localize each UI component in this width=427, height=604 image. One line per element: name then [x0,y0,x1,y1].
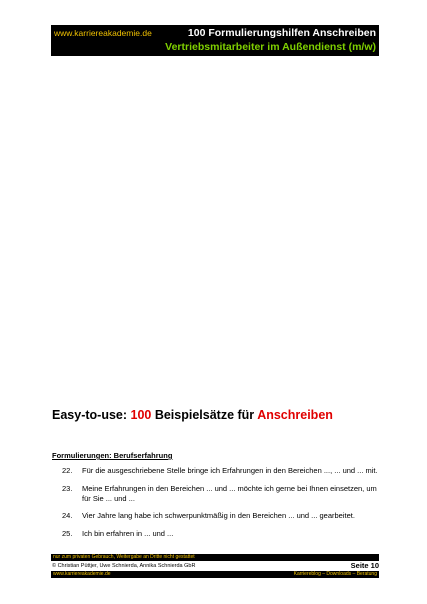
header-website-link[interactable]: www.karriereakademie.de [54,28,152,38]
footer-website-link[interactable]: www.karriereakademie.de [53,571,111,577]
header-title: 100 Formulierungshilfen Anschreiben [187,27,376,39]
page-number: Seite 10 [350,561,379,570]
headline-number: 100 [130,408,152,422]
item-text: Für die ausgeschriebene Stelle bringe ich Erfahrungen in den Bereichen ..., ... und ... mit. [82,466,378,475]
footer-nav-links[interactable]: Karriereblog – Downloads – Beratung [293,571,377,577]
header-subtitle: Vertriebsmitarbeiter im Außendienst (m/w) [165,41,376,53]
page-headline [52,408,333,422]
item-number: 25. [62,529,73,538]
item-number: 24. [62,511,73,520]
item-number: 22. [62,466,73,475]
footer-bottom-bar [51,571,379,578]
page-header [51,25,379,56]
headline-prefix: Easy-to-use: [52,408,131,422]
item-number: 23. [62,484,73,493]
item-text: Vier Jahre lang habe ich schwerpunktmäßig in den Bereichen ... und ... gearbeitet. [82,511,355,520]
footer-note-bar [51,554,379,561]
footer-usage-note: nur zum privaten Gebrauch, Weitergabe an Dritte nicht gestattet [53,554,195,560]
headline-highlight: Anschreiben [257,408,333,422]
section-title: Formulierungen: Berufserfahrung [52,451,173,460]
item-text: Meine Erfahrungen in den Bereichen ... und ... möchte ich gerne bei Ihnen einsetzen, um für Sie ... und ... [82,484,377,503]
headline-mid: Beispielsätze für [151,408,258,422]
footer-copyright: © Christian Püttjer, Uwe Schnierda, Annika Schnierda GbR [52,563,196,569]
item-text: Ich bin erfahren in ... und ... [82,529,174,538]
